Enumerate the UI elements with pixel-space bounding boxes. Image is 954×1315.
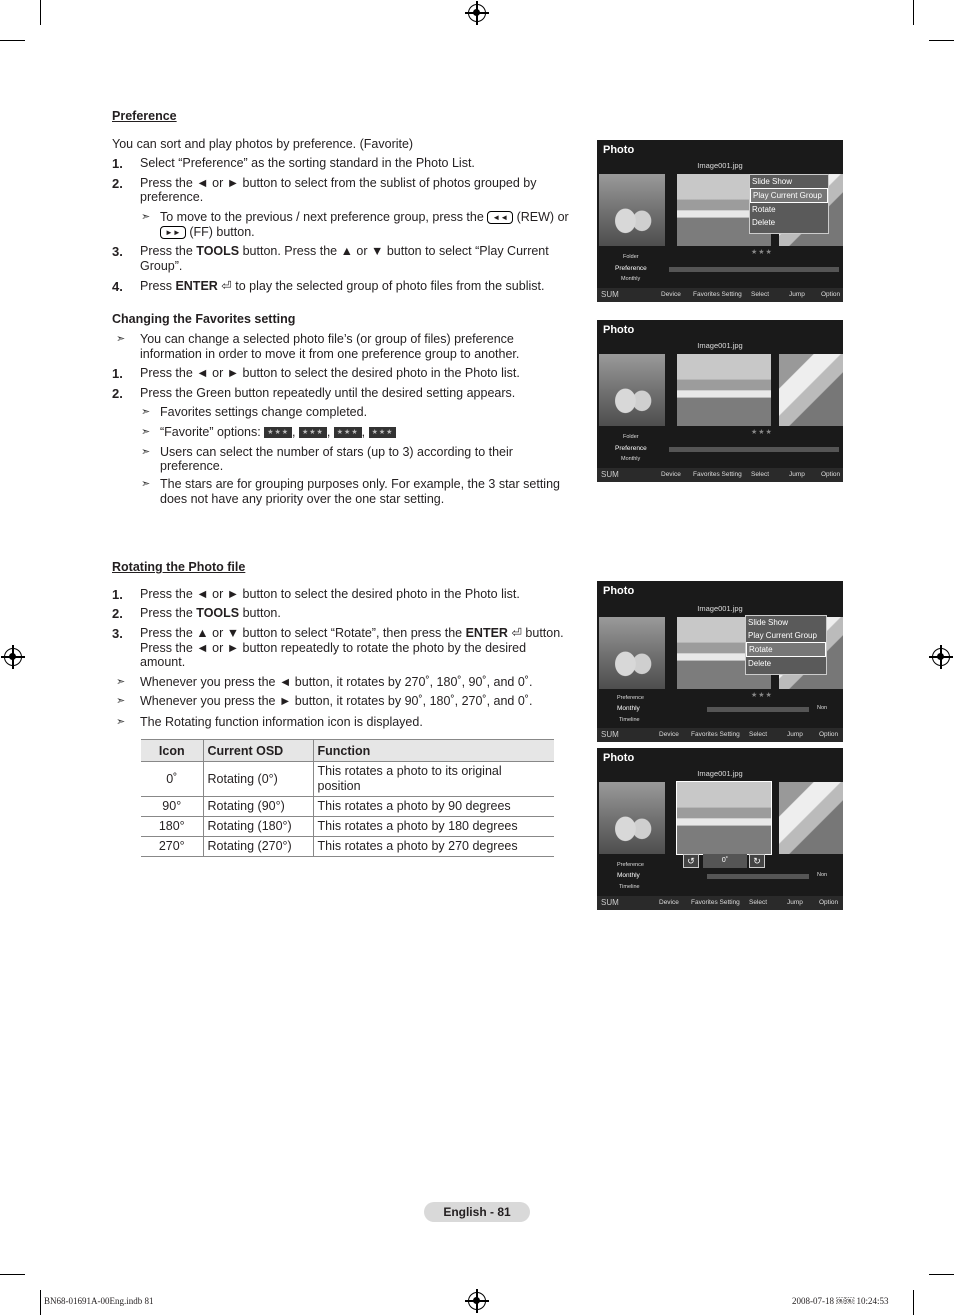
photo-thumbnail	[677, 354, 771, 426]
ff-button-icon: ►►	[160, 226, 186, 239]
note-text: Whenever you press the ► button, it rotates by 90˚, 180˚, 270˚, and 0˚.	[140, 694, 533, 708]
section-heading-preference: Preference	[112, 109, 177, 123]
sort-folder: Folder	[623, 254, 639, 260]
step-text: Press the TOOLS button. Press the ▲ or ▼ button to select “Play Current	[140, 244, 549, 258]
table-header: Icon	[141, 740, 203, 762]
note-text: Whenever you press the ◄ button, it rotates by 270˚, 180˚, 90˚, and 0˚.	[140, 675, 533, 689]
rew-button-icon: ◄◄	[487, 211, 513, 224]
step-text: Press the ◄ or ► button to select from the sublist of photos grouped by	[140, 176, 537, 190]
enter-icon: ⏎	[221, 279, 232, 293]
preference-intro: You can sort and play photos by preference. (Favorite)	[112, 137, 414, 151]
registration-mark-icon	[468, 1292, 486, 1310]
photo-thumbnail	[599, 782, 665, 854]
step-text: Press the TOOLS button.	[140, 606, 281, 620]
photo-thumbnail	[599, 174, 665, 246]
crop-mark	[929, 1274, 954, 1275]
osd-title: Photo	[603, 144, 635, 156]
step-text: Press the ◄ or ► button to select the desired photo in the Photo list.	[140, 587, 520, 601]
table-row: 90° Rotating (90°) This rotates a photo by 90 degrees	[141, 797, 554, 817]
note-arrow-icon: ➣	[116, 676, 126, 688]
note-arrow-icon: ➣	[141, 478, 151, 490]
step-text: Press the Green button repeatedly until the desired setting appears.	[140, 386, 516, 400]
step-number: 3.	[112, 626, 123, 641]
step-text: amount.	[140, 655, 186, 669]
step-text: Select “Preference” as the sorting standard in the Photo List.	[140, 156, 475, 170]
step-number: 2.	[112, 606, 123, 621]
step-text: Group”.	[140, 259, 183, 273]
note-text: does not have any priority over the one star setting.	[160, 492, 445, 506]
page-number: English - 81	[424, 1202, 530, 1222]
step-text: Press ENTER ⏎ to play the selected group of photo files from the sublist.	[140, 279, 545, 293]
note-text: You can change a selected photo file’s (or group of files) preference	[140, 332, 514, 346]
print-date: 2008-07-18 ￼￼ 10:24:53	[792, 1296, 889, 1306]
photo-thumbnail	[599, 617, 665, 689]
osd-filename: Image001.jpg	[697, 161, 743, 170]
crop-mark	[0, 1274, 25, 1275]
tools-menu: Slide Show Play Current Group Rotate Delete	[745, 615, 827, 675]
osd-screenshot-preference-menu	[597, 140, 843, 302]
menu-item[interactable]: Rotate	[752, 205, 776, 214]
step-text: Press the ◄ or ► button repeatedly to rotate the photo by the desired	[140, 641, 527, 655]
star-option-2: ★★★	[334, 427, 362, 438]
osd-screenshot-rotate: Photo Image001.jpg ↺ 0˚ ↻ Preference Monthly Timeline Non SUM Device Favorites Setting Select Jump Option	[597, 748, 843, 910]
crop-mark	[929, 40, 954, 41]
step-number: 1.	[112, 587, 123, 602]
step-number: 4.	[112, 279, 123, 294]
menu-item[interactable]: Delete	[752, 218, 776, 227]
section-heading-favorites: Changing the Favorites setting	[112, 312, 296, 326]
print-file-name: BN68-01691A-00Eng.indb 81	[44, 1296, 154, 1306]
step-number: 2.	[112, 176, 123, 191]
note-arrow-icon: ➣	[141, 406, 151, 418]
osd-screenshot-rotate-menu: Photo Image001.jpg Slide Show Play Current Group Rotate Delete ★★★ Preference Monthly Timeline Non SUM Device Favorites Setting Select Jump Option	[597, 581, 843, 742]
star-rating: ★★★	[751, 249, 773, 256]
sort-monthly: Monthly	[621, 276, 641, 282]
note-arrow-icon: ➣	[116, 333, 126, 345]
registration-mark-icon	[468, 4, 486, 22]
star-option-3: ★★★	[369, 427, 397, 438]
timeline-track	[669, 267, 839, 272]
rotate-right-icon[interactable]: ↻	[749, 854, 765, 868]
crop-mark	[40, 1290, 41, 1315]
step-text: Press the ▲ or ▼ button to select “Rotate”, then press the ENTER ⏎ button.	[140, 626, 564, 640]
note-text: The Rotating function information icon is displayed.	[140, 715, 423, 729]
note-text: preference.	[160, 459, 224, 473]
rotation-table	[141, 739, 554, 857]
note-text: “Favorite” options: ★★★ , ★★★ , ★★★ , ★★★	[160, 425, 396, 440]
tools-menu	[749, 174, 829, 234]
rotation-angle: 0˚	[703, 854, 747, 868]
crop-mark	[913, 0, 914, 25]
note-arrow-icon: ➣	[116, 716, 126, 728]
note-arrow-icon: ➣	[141, 211, 151, 223]
step-text: Press the ◄ or ► button to select the desired photo in the Photo list.	[140, 366, 520, 380]
photo-thumbnail	[599, 354, 665, 426]
table-header: Current OSD	[203, 740, 313, 762]
note-text: information in order to move it from one preference group to another.	[140, 347, 520, 361]
note-arrow-icon: ➣	[116, 695, 126, 707]
crop-mark	[913, 1290, 914, 1315]
note-text: Users can select the number of stars (up to 3) according to their	[160, 445, 513, 459]
registration-mark-icon	[4, 648, 22, 666]
section-heading-rotating: Rotating the Photo file	[112, 560, 246, 574]
table-row: 180° Rotating (180°) This rotates a photo by 180 degrees	[141, 817, 554, 837]
note-text: The stars are for grouping purposes only. For example, the 3 star setting	[160, 477, 560, 491]
sort-preference[interactable]: Preference	[615, 265, 647, 272]
menu-item-selected[interactable]: Play Current Group	[750, 188, 828, 203]
star-option-1: ★★★	[299, 427, 327, 438]
crop-mark	[0, 40, 25, 41]
step-number: 2.	[112, 386, 123, 401]
photo-thumbnail	[677, 782, 771, 854]
rotate-left-icon[interactable]: ↺	[683, 854, 699, 868]
enter-icon: ⏎	[511, 626, 522, 640]
photo-thumbnail	[779, 354, 843, 426]
osd-screenshot-preference: Photo Image001.jpg ★★★ Folder Preference Monthly SUM Device Favorites Setting Select Jump Option	[597, 320, 843, 482]
step-number: 3.	[112, 244, 123, 259]
crop-mark	[40, 0, 41, 25]
menu-item[interactable]: Slide Show	[752, 177, 793, 186]
table-row: 0˚ Rotating (0°) This rotates a photo to its original position	[141, 762, 554, 797]
note-arrow-icon: ➣	[141, 426, 151, 438]
table-header: Function	[313, 740, 554, 762]
photo-thumbnail	[779, 782, 843, 854]
step-number: 1.	[112, 366, 123, 381]
note-arrow-icon: ➣	[141, 446, 151, 458]
step-number: 1.	[112, 156, 123, 171]
osd-bottom-bar: SUM Device Favorites Setting Select Jump Option	[597, 288, 843, 302]
star-option-0: ★★★	[264, 427, 292, 438]
note-text: To move to the previous / next preference group, press the ◄◄ (REW) or ►► (FF) button.	[160, 210, 569, 239]
note-text: Favorites settings change completed.	[160, 405, 368, 419]
step-text: preference.	[140, 190, 204, 204]
registration-mark-icon	[932, 648, 950, 666]
table-row: 270° Rotating (270°) This rotates a photo by 270 degrees	[141, 837, 554, 857]
